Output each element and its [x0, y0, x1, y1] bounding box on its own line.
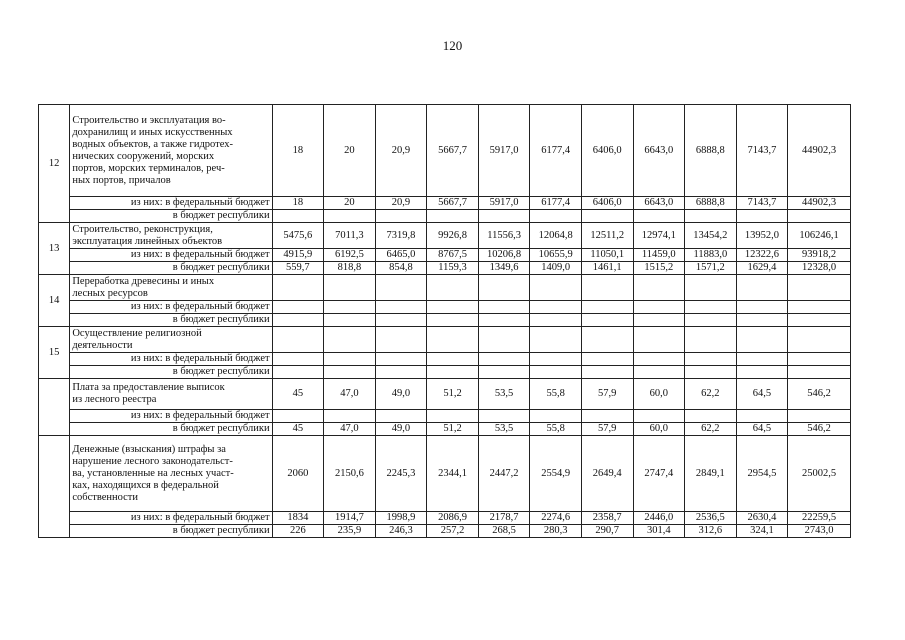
table-subrow — [39, 262, 851, 275]
table-subrow — [39, 301, 851, 314]
table-subrow — [39, 197, 851, 210]
value-cell: 2536,5 — [685, 512, 737, 525]
row-number: 12 — [39, 105, 70, 223]
value-cell: 5667,7 — [427, 197, 479, 210]
value-cell — [685, 301, 737, 314]
value-cell — [324, 366, 376, 379]
value-cell — [530, 314, 582, 327]
value-cell: 7143,7 — [736, 105, 788, 197]
value-cell: 9926,8 — [427, 223, 479, 249]
value-cell: 11883,0 — [685, 249, 737, 262]
table-subrow — [39, 512, 851, 525]
value-cell — [633, 314, 685, 327]
value-cell: 6192,5 — [324, 249, 376, 262]
value-cell: 2630,4 — [736, 512, 788, 525]
table-subrow — [39, 210, 851, 223]
row-number: 13 — [39, 223, 70, 275]
table-row — [39, 223, 851, 249]
value-cell: 13952,0 — [736, 223, 788, 249]
value-cell — [788, 353, 851, 366]
value-cell: 1998,9 — [375, 512, 427, 525]
value-cell: 301,4 — [633, 525, 685, 538]
value-cell — [324, 314, 376, 327]
value-cell: 20 — [324, 105, 376, 197]
value-cell — [324, 410, 376, 423]
value-cell: 1571,2 — [685, 262, 737, 275]
value-cell — [324, 301, 376, 314]
value-cell — [272, 353, 324, 366]
value-cell: 6406,0 — [581, 105, 633, 197]
value-cell: 10655,9 — [530, 249, 582, 262]
value-cell: 62,2 — [685, 379, 737, 410]
value-cell: 6643,0 — [633, 197, 685, 210]
row-description: Осуществление религиозной деятельности — [70, 327, 272, 353]
row-number — [39, 379, 70, 436]
value-cell: 2086,9 — [427, 512, 479, 525]
value-cell: 11459,0 — [633, 249, 685, 262]
value-cell: 1349,6 — [478, 262, 530, 275]
value-cell — [736, 275, 788, 301]
value-cell: 546,2 — [788, 379, 851, 410]
value-cell: 51,2 — [427, 423, 479, 436]
value-cell: 12974,1 — [633, 223, 685, 249]
value-cell — [788, 327, 851, 353]
value-cell: 546,2 — [788, 423, 851, 436]
value-cell: 7319,8 — [375, 223, 427, 249]
value-cell — [581, 314, 633, 327]
value-cell: 559,7 — [272, 262, 324, 275]
republic-label: в бюджет республики — [70, 366, 272, 379]
value-cell — [478, 301, 530, 314]
value-cell: 2554,9 — [530, 436, 582, 512]
value-cell: 1461,1 — [581, 262, 633, 275]
table-subrow — [39, 249, 851, 262]
value-cell — [478, 366, 530, 379]
value-cell: 49,0 — [375, 379, 427, 410]
value-cell: 2060 — [272, 436, 324, 512]
value-cell: 1629,4 — [736, 262, 788, 275]
table-subrow — [39, 423, 851, 436]
value-cell: 2344,1 — [427, 436, 479, 512]
value-cell: 235,9 — [324, 525, 376, 538]
value-cell — [427, 366, 479, 379]
value-cell — [788, 210, 851, 223]
table-subrow — [39, 525, 851, 538]
value-cell — [685, 275, 737, 301]
value-cell: 2446,0 — [633, 512, 685, 525]
value-cell — [375, 366, 427, 379]
value-cell: 1834 — [272, 512, 324, 525]
table-subrow — [39, 314, 851, 327]
value-cell — [530, 301, 582, 314]
value-cell: 2178,7 — [478, 512, 530, 525]
row-description: Строительство и эксплуатация во- дохранилищ и иных искусственных водных объектов, а также гидротех- нических сооружений, морских портов, морских терминалов, реч- ных портов, причалов — [70, 105, 272, 197]
budget-table — [38, 104, 851, 538]
row-description: Денежные (взыскания) штрафы за нарушение лесного законодательст- ва, установленные на лесных участ- ках, находящихся в федеральной собственности — [70, 436, 272, 512]
value-cell: 25002,5 — [788, 436, 851, 512]
value-cell — [581, 353, 633, 366]
federal-label: из них: в федеральный бюджет — [70, 353, 272, 366]
value-cell: 20,9 — [375, 197, 427, 210]
value-cell: 8767,5 — [427, 249, 479, 262]
table-row — [39, 275, 851, 301]
value-cell — [478, 210, 530, 223]
value-cell: 2358,7 — [581, 512, 633, 525]
republic-label: в бюджет республики — [70, 525, 272, 538]
value-cell — [736, 210, 788, 223]
value-cell: 6643,0 — [633, 105, 685, 197]
value-cell — [736, 366, 788, 379]
value-cell: 60,0 — [633, 379, 685, 410]
value-cell — [530, 353, 582, 366]
value-cell: 57,9 — [581, 379, 633, 410]
row-description: Плата за предоставление выписок из лесного реестра — [70, 379, 272, 410]
value-cell — [788, 301, 851, 314]
row-number — [39, 436, 70, 538]
value-cell: 12328,0 — [788, 262, 851, 275]
value-cell — [788, 366, 851, 379]
value-cell — [581, 410, 633, 423]
value-cell — [478, 314, 530, 327]
value-cell: 55,8 — [530, 423, 582, 436]
value-cell: 22259,5 — [788, 512, 851, 525]
value-cell — [375, 275, 427, 301]
value-cell: 7143,7 — [736, 197, 788, 210]
value-cell — [272, 210, 324, 223]
value-cell — [736, 301, 788, 314]
value-cell — [581, 275, 633, 301]
value-cell: 6888,8 — [685, 197, 737, 210]
republic-label: в бюджет республики — [70, 262, 272, 275]
value-cell — [633, 353, 685, 366]
value-cell: 2747,4 — [633, 436, 685, 512]
value-cell — [581, 366, 633, 379]
federal-label: из них: в федеральный бюджет — [70, 301, 272, 314]
row-description: Переработка древесины и иных лесных ресурсов — [70, 275, 272, 301]
value-cell: 44902,3 — [788, 197, 851, 210]
table-row — [39, 436, 851, 512]
value-cell: 6177,4 — [530, 105, 582, 197]
value-cell: 2743,0 — [788, 525, 851, 538]
value-cell — [427, 353, 479, 366]
value-cell: 60,0 — [633, 423, 685, 436]
page-number: 120 — [442, 38, 463, 53]
value-cell — [685, 353, 737, 366]
value-cell: 12511,2 — [581, 223, 633, 249]
value-cell — [324, 353, 376, 366]
value-cell: 5917,0 — [478, 105, 530, 197]
value-cell — [530, 366, 582, 379]
value-cell: 2245,3 — [375, 436, 427, 512]
value-cell — [478, 275, 530, 301]
value-cell — [633, 366, 685, 379]
table-subrow — [39, 366, 851, 379]
value-cell — [272, 275, 324, 301]
budget-table-body — [39, 105, 851, 538]
value-cell: 57,9 — [581, 423, 633, 436]
value-cell — [272, 410, 324, 423]
value-cell — [375, 410, 427, 423]
value-cell: 51,2 — [427, 379, 479, 410]
value-cell — [685, 314, 737, 327]
value-cell — [478, 353, 530, 366]
value-cell: 312,6 — [685, 525, 737, 538]
value-cell: 280,3 — [530, 525, 582, 538]
value-cell — [736, 314, 788, 327]
value-cell: 6177,4 — [530, 197, 582, 210]
federal-label: из них: в федеральный бюджет — [70, 197, 272, 210]
value-cell: 5917,0 — [478, 197, 530, 210]
value-cell — [633, 327, 685, 353]
federal-label: из них: в федеральный бюджет — [70, 512, 272, 525]
value-cell: 47,0 — [324, 423, 376, 436]
value-cell: 106246,1 — [788, 223, 851, 249]
table-row — [39, 327, 851, 353]
value-cell: 2274,6 — [530, 512, 582, 525]
value-cell — [324, 327, 376, 353]
value-cell: 55,8 — [530, 379, 582, 410]
value-cell: 12322,6 — [736, 249, 788, 262]
value-cell — [633, 301, 685, 314]
value-cell: 11556,3 — [478, 223, 530, 249]
value-cell — [427, 210, 479, 223]
value-cell — [272, 366, 324, 379]
value-cell: 13454,2 — [685, 223, 737, 249]
value-cell: 6465,0 — [375, 249, 427, 262]
value-cell: 20 — [324, 197, 376, 210]
value-cell — [736, 353, 788, 366]
value-cell — [685, 410, 737, 423]
republic-label: в бюджет республики — [70, 314, 272, 327]
value-cell: 11050,1 — [581, 249, 633, 262]
federal-label: из них: в федеральный бюджет — [70, 410, 272, 423]
value-cell: 2954,5 — [736, 436, 788, 512]
value-cell — [427, 275, 479, 301]
value-cell: 49,0 — [375, 423, 427, 436]
value-cell: 268,5 — [478, 525, 530, 538]
value-cell — [478, 410, 530, 423]
value-cell: 53,5 — [478, 379, 530, 410]
value-cell: 45 — [272, 379, 324, 410]
value-cell — [685, 327, 737, 353]
table-row — [39, 379, 851, 410]
value-cell: 6888,8 — [685, 105, 737, 197]
value-cell: 20,9 — [375, 105, 427, 197]
value-cell: 818,8 — [324, 262, 376, 275]
value-cell: 290,7 — [581, 525, 633, 538]
value-cell — [375, 327, 427, 353]
value-cell: 2849,1 — [685, 436, 737, 512]
value-cell — [581, 327, 633, 353]
value-cell: 1409,0 — [530, 262, 582, 275]
table-subrow — [39, 353, 851, 366]
value-cell — [736, 410, 788, 423]
value-cell — [272, 301, 324, 314]
value-cell — [633, 275, 685, 301]
value-cell — [581, 301, 633, 314]
value-cell: 4915,9 — [272, 249, 324, 262]
value-cell: 18 — [272, 197, 324, 210]
value-cell: 5475,6 — [272, 223, 324, 249]
value-cell: 44902,3 — [788, 105, 851, 197]
value-cell: 64,5 — [736, 423, 788, 436]
value-cell — [581, 210, 633, 223]
value-cell: 226 — [272, 525, 324, 538]
value-cell — [788, 410, 851, 423]
value-cell: 257,2 — [427, 525, 479, 538]
value-cell — [427, 314, 479, 327]
value-cell: 45 — [272, 423, 324, 436]
value-cell — [530, 210, 582, 223]
value-cell — [375, 314, 427, 327]
value-cell: 64,5 — [736, 379, 788, 410]
value-cell: 2150,6 — [324, 436, 376, 512]
value-cell: 7011,3 — [324, 223, 376, 249]
value-cell — [427, 301, 479, 314]
value-cell — [478, 327, 530, 353]
value-cell: 2649,4 — [581, 436, 633, 512]
value-cell: 324,1 — [736, 525, 788, 538]
republic-label: в бюджет республики — [70, 423, 272, 436]
value-cell: 62,2 — [685, 423, 737, 436]
value-cell — [530, 327, 582, 353]
row-description: Строительство, реконструкция, эксплуатация линейных объектов — [70, 223, 272, 249]
value-cell — [272, 314, 324, 327]
value-cell — [272, 327, 324, 353]
table-row — [39, 105, 851, 197]
value-cell — [530, 410, 582, 423]
value-cell — [685, 366, 737, 379]
value-cell — [788, 314, 851, 327]
value-cell — [788, 275, 851, 301]
value-cell — [530, 275, 582, 301]
value-cell — [375, 353, 427, 366]
value-cell — [633, 410, 685, 423]
table-subrow — [39, 410, 851, 423]
value-cell: 6406,0 — [581, 197, 633, 210]
value-cell: 12064,8 — [530, 223, 582, 249]
value-cell: 246,3 — [375, 525, 427, 538]
value-cell: 854,8 — [375, 262, 427, 275]
value-cell — [375, 301, 427, 314]
value-cell: 1914,7 — [324, 512, 376, 525]
federal-label: из них: в федеральный бюджет — [70, 249, 272, 262]
value-cell — [324, 275, 376, 301]
value-cell — [324, 210, 376, 223]
row-number: 14 — [39, 275, 70, 327]
value-cell: 2447,2 — [478, 436, 530, 512]
value-cell — [633, 210, 685, 223]
republic-label: в бюджет республики — [70, 210, 272, 223]
value-cell: 5667,7 — [427, 105, 479, 197]
value-cell — [375, 210, 427, 223]
value-cell: 93918,2 — [788, 249, 851, 262]
value-cell — [427, 327, 479, 353]
value-cell: 53,5 — [478, 423, 530, 436]
value-cell: 47,0 — [324, 379, 376, 410]
value-cell: 18 — [272, 105, 324, 197]
row-number: 15 — [39, 327, 70, 379]
value-cell: 1515,2 — [633, 262, 685, 275]
value-cell — [685, 210, 737, 223]
value-cell: 10206,8 — [478, 249, 530, 262]
value-cell: 1159,3 — [427, 262, 479, 275]
value-cell — [736, 327, 788, 353]
value-cell — [427, 410, 479, 423]
